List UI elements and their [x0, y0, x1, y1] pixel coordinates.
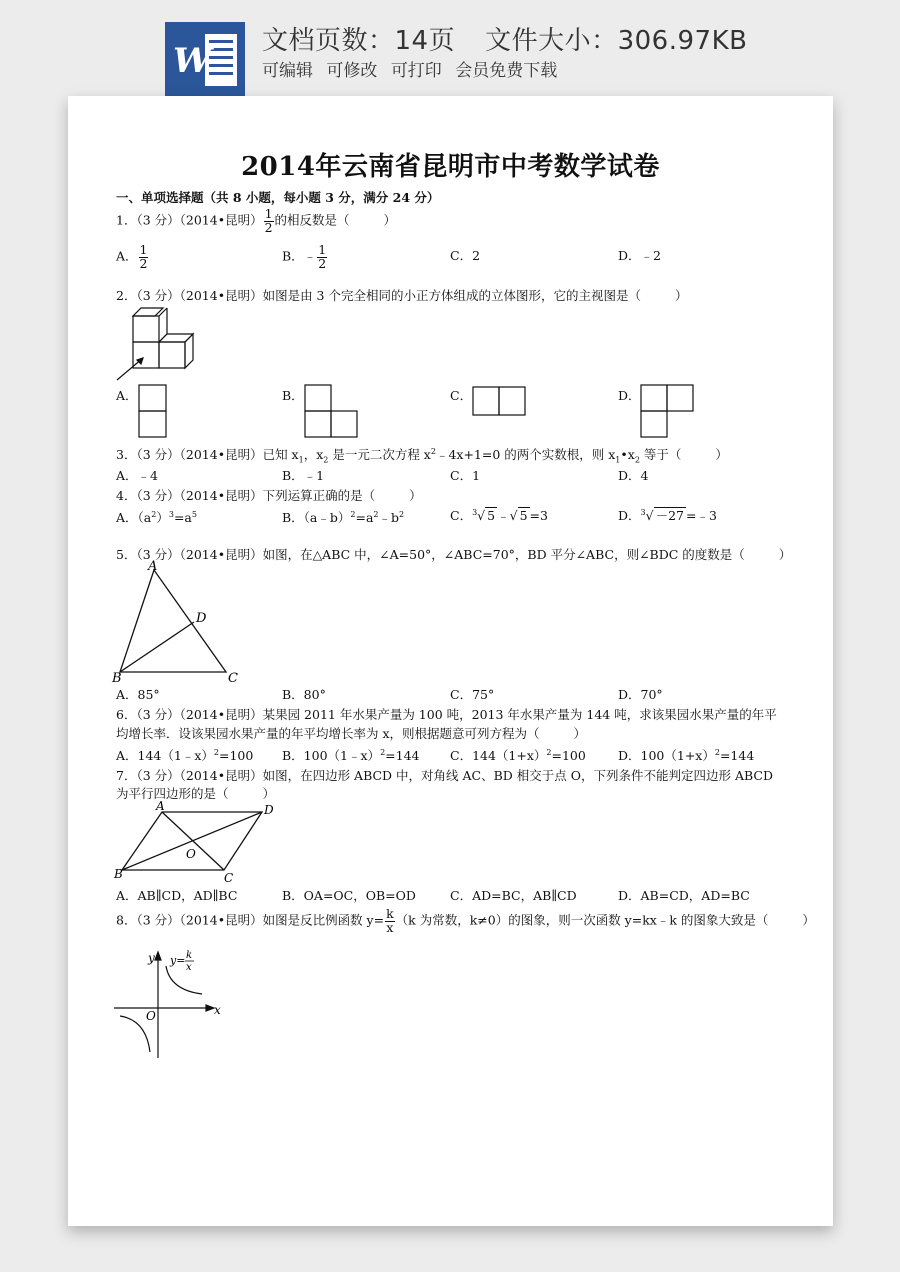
- question-2-option-a-label: A．: [116, 388, 138, 403]
- question-6-option-a: A．144（1﹣x）$^2$=100: [116, 747, 254, 763]
- question-3-stem: 3．（3 分）（2014•昆明）已知 $x_1$，$x_2$ 是一元二次方程 $x^2﹣4x+1=0$ 的两个实数根，则 $x_1•x_2$ 等于（ ）: [116, 446, 728, 465]
- question-4-option-c: C．$^3$√ 5 ﹣√ 5 =3: [450, 507, 548, 523]
- vertex-label: C: [224, 871, 234, 885]
- question-6-stem-line-1: 6．（3 分）（2014•昆明）某果园 2011 年水果产量为 100 吨，2013 年水果产量为 144 吨，求该果园水果产量的年平: [116, 707, 777, 722]
- question-8-stem: 8．（3 分）（2014•昆明）如图是反比例函数 y= $\frac{k}{x}$ （k 为常数，k≠0）的图象，则一次函数 y=kx﹣k 的图象大致是（ ）: [116, 906, 815, 935]
- question-6-option-d: D．$100(1+x)^2=144$: [618, 747, 755, 763]
- banner-title: [262, 20, 747, 57]
- question-1-option-b: B．﹣ $\frac{1}{2}$: [282, 242, 327, 271]
- word-document-icon: [165, 22, 245, 96]
- question-2-option-a-figure: [138, 384, 168, 440]
- question-4-option-a: A．$(a^2)^3=a^5$: [116, 509, 197, 525]
- svg-text:O: O: [146, 1009, 156, 1023]
- page-title: 2014年云南省昆明市中考数学试卷: [241, 152, 660, 182]
- vertex-label: A: [148, 560, 158, 574]
- question-1-stem: 1．（3 分）（2014•昆明） $\frac{1}{2}$ 的相反数是（ ）: [116, 206, 397, 235]
- question-7-stem-line-2: 为平行四边形的是（ ）: [116, 786, 276, 801]
- question-3-option-c: C．1: [450, 468, 481, 483]
- feature-editable: 可编辑: [262, 61, 313, 81]
- vertex-label: O: [186, 847, 196, 861]
- question-7-option-d: D．AB=CD，AD=BC: [618, 888, 750, 903]
- question-6-stem-line-2: 均增长率．设该果园水果产量的年平均增长率为 x，则根据题意可列方程为（ ）: [116, 726, 587, 741]
- question-1-option-c: C．2: [450, 248, 481, 263]
- page-count: 文档页数：14页: [262, 26, 456, 56]
- svg-text:k: k: [186, 950, 193, 961]
- question-5-option-c: C．75°: [450, 687, 495, 702]
- feature-member-download: 会员免费下载: [455, 61, 558, 81]
- banner-features: [262, 56, 565, 81]
- document-page: [68, 96, 833, 1226]
- question-5-option-a: A．85°: [116, 687, 160, 702]
- question-5-option-b: B．80°: [282, 687, 326, 702]
- feature-modifiable: 可修改: [326, 61, 378, 81]
- question-2-option-c-label: C．: [450, 388, 473, 403]
- question-4-option-b: B．$(a﹣b)^2=a^2﹣b^2$: [282, 509, 405, 525]
- vertex-label: D: [264, 803, 274, 817]
- vertex-label: C: [228, 671, 238, 686]
- svg-text:y=: y=: [170, 954, 186, 967]
- question-7-option-a: A．AB∥CD，AD∥BC: [116, 888, 238, 903]
- question-1-option-d: D．﹣2: [618, 248, 661, 263]
- parallelogram-figure: [112, 800, 282, 886]
- question-2-option-b-figure: [304, 384, 360, 440]
- svg-text:y: y: [148, 951, 155, 965]
- question-5-option-d: D．70°: [618, 687, 663, 702]
- cube-figure: [113, 302, 203, 384]
- question-2-option-b-label: B．: [282, 388, 304, 403]
- svg-text:x: x: [186, 962, 192, 973]
- file-size: 文件大小：306.97KB: [485, 26, 748, 56]
- download-banner: [0, 0, 900, 96]
- question-5-stem: 5．（3 分）（2014•昆明）如图，在△ABC 中，∠A=50°，∠ABC=70°，BD 平分∠ABC，则∠BDC 的度数是（ ）: [116, 547, 792, 562]
- question-3-option-b: B．﹣1: [282, 468, 325, 483]
- question-2-stem: 2．（3 分）（2014•昆明）如图是由 3 个完全相同的小正方体组成的立体图形，它的主视图是（ ）: [116, 288, 688, 303]
- question-2-option-c-figure: [472, 386, 528, 418]
- feature-printable: 可打印: [390, 61, 442, 81]
- vertex-label: B: [112, 671, 122, 686]
- triangle-figure: [110, 560, 250, 686]
- question-7-option-b: B．OA=OC，OB=OD: [282, 888, 416, 903]
- svg-text:x: x: [214, 1003, 221, 1017]
- question-2-option-d-label: D．: [618, 388, 641, 403]
- question-6-option-c: C．$144(1+x)^2=100$: [450, 747, 586, 763]
- question-3-option-d: D．4: [618, 468, 649, 483]
- vertex-label: A: [156, 800, 165, 813]
- question-3-option-a: A．﹣4: [116, 468, 158, 483]
- question-2-option-d-figure: [640, 384, 696, 440]
- vertex-label: D: [196, 611, 207, 626]
- question-6-option-b: B．100（1﹣x）$^2$=144: [282, 747, 420, 763]
- fraction: $\frac{1}{2}$: [264, 206, 273, 235]
- question-7-option-c: C．AD=BC，AB∥CD: [450, 888, 577, 903]
- section-heading: 一、单项选择题（共 8 小题，每小题 3 分，满分 24 分）: [116, 190, 440, 205]
- word-icon-letter: W: [173, 41, 212, 81]
- hyperbola-figure: [108, 948, 228, 1062]
- question-7-stem-line-1: 7．（3 分）（2014•昆明）如图，在四边形 ABCD 中，对角线 AC、BD 相交于点 O，下列条件不能判定四边形 ABCD: [116, 768, 774, 783]
- question-4-stem: 4．（3 分）（2014•昆明）下列运算正确的是（ ）: [116, 488, 422, 503]
- question-1-option-a: A． $\frac{1}{2}$: [116, 242, 148, 271]
- question-4-option-d: D．$^3$√ －27 =﹣3: [618, 507, 717, 523]
- vertex-label: B: [114, 867, 123, 881]
